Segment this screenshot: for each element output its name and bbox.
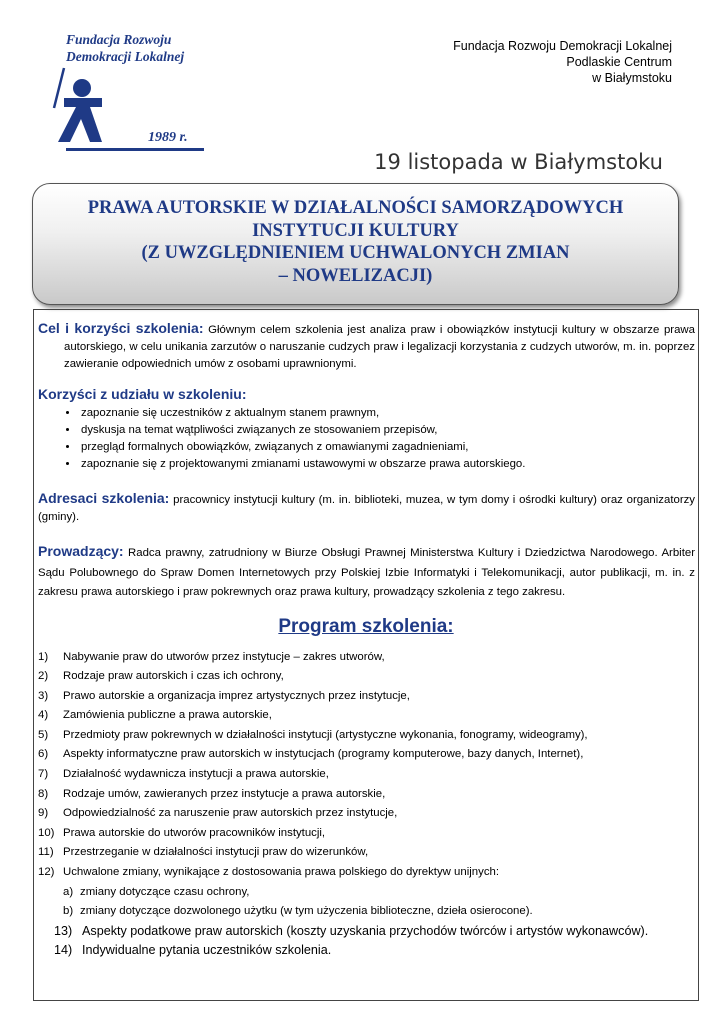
list-item — [34, 843, 698, 863]
item-number: a) — [63, 885, 74, 898]
program-title — [34, 615, 698, 637]
item-number: 3) — [38, 689, 49, 702]
list-item — [34, 726, 698, 746]
item-text: Aspekty informatyczne praw autorskich w instytucjach (programy komputerowe, bazy danych, Internet), — [63, 748, 584, 761]
list-item — [34, 804, 698, 824]
list-item: • przegląd formalnych obowiązków, związanych z omawianymi zagadnieniami, — [79, 439, 698, 456]
item-text: Uchwalone zmiany, wynikające z dostosowania prawa polskiego do dyrektyw unijnych: — [63, 866, 500, 879]
benefits-section — [34, 386, 698, 403]
organization-address — [453, 38, 672, 86]
item-number: 13) — [54, 923, 73, 938]
item-text: Prawa autorskie do utworów pracowników instytucji, — [63, 826, 326, 839]
logo-figure-icon — [50, 64, 110, 149]
benefits-list — [34, 405, 698, 473]
item-text: Nabywanie praw do utworów przez instytucje – zakres utworów, — [63, 650, 385, 663]
item-number: 11) — [38, 846, 54, 859]
org-line3: w Białymstoku — [592, 71, 672, 85]
item-number: b) — [63, 905, 74, 918]
list-item — [34, 824, 698, 844]
item-number: 6) — [38, 748, 49, 761]
page-title: PRAWA AUTORSKIE W DZIAŁALNOŚCI SAMORZĄDOWYCH INSTYTUCJI KULTURY (Z UWZGLĘDNIENIEM UCHWALONYCH ZMIAN – NOWELIZACJI) — [87, 198, 624, 286]
list-subitem — [34, 883, 698, 903]
event-date: 19 listopada w Białymstoku — [374, 150, 663, 174]
org-line1: Fundacja Rozwoju Demokracji Lokalnej — [453, 39, 672, 53]
item-text: Rodzaje praw autorskich i czas ich ochrony, — [63, 670, 284, 683]
item-number: 12) — [38, 866, 55, 879]
audience-section — [34, 490, 698, 526]
item-text: Indywidualne pytania uczestników szkolenia. — [82, 942, 332, 957]
goal-label: Cel i korzyści szkolenia: — [38, 320, 204, 336]
item-text: Odpowiedzialność za naruszenie praw autorskich przez instytucje, — [63, 807, 398, 820]
item-text: Zamówienia publiczne a prawa autorskie, — [63, 709, 272, 722]
list-item: • zapoznanie się uczestników z aktualnym stanem prawnym, — [79, 405, 698, 422]
program-title-text: Program szkolenia: — [278, 615, 454, 637]
content-box — [33, 309, 699, 1001]
logo-text — [66, 31, 184, 65]
list-item — [34, 687, 698, 707]
goal-section — [34, 320, 698, 373]
item-text: Prawo autorskie a organizacja imprez artystycznych przez instytucje, — [63, 689, 410, 702]
list-item — [34, 706, 698, 726]
logo-line2: Demokracji Lokalnej — [66, 49, 185, 64]
item-text: zmiany dotyczące czasu ochrony, — [80, 885, 250, 898]
item-number: 10) — [38, 826, 55, 839]
list-item — [34, 785, 698, 805]
title-banner — [32, 183, 679, 305]
item-number: 7) — [38, 768, 49, 781]
item-text: Przestrzeganie w działalności instytucji praw do wizerunków, — [63, 846, 369, 859]
goal-text: Głównym celem szkolenia jest analiza praw i obowiązków instytucji kultury w obszarze prawa autorskiego, w celu unikania zarzutów o naruszanie cudzych praw i legalizacji korzystania z cudzych utworów, m. in. poprzez zawieranie odpowiednich umów z osobami uprawnionymi. — [64, 324, 695, 370]
item-number: 1) — [38, 650, 49, 663]
audience-label: Adresaci szkolenia: — [38, 490, 170, 506]
item-number: 14) — [54, 942, 73, 957]
item-number: 5) — [38, 728, 49, 741]
item-text: zmiany dotyczące dozwolonego użytku (w tym użyczenia biblioteczne, dzieła osierocone). — [80, 905, 533, 918]
item-number: 9) — [38, 807, 49, 820]
item-text: Działalność wydawnicza instytucji a prawa autorskie, — [63, 768, 329, 781]
item-number: 4) — [38, 709, 49, 722]
list-item — [34, 745, 698, 765]
list-item — [34, 922, 698, 941]
audience-text: pracownicy instytucji kultury (m. in. biblioteki, muzea, w tym domy i ośrodki kultury) oraz organizatorzy (gminy). — [38, 494, 695, 523]
item-text: Przedmioty praw pokrewnych w działalności instytucji (artystyczne wykonania, fonogramy, wideogramy), — [63, 728, 588, 741]
logo-line1: Fundacja Rozwoju — [66, 32, 172, 47]
item-number: 2) — [38, 670, 49, 683]
list-subitem — [34, 902, 698, 922]
org-line2: Podlaskie Centrum — [566, 55, 672, 69]
logo-divider — [66, 148, 204, 151]
list-item — [34, 941, 698, 960]
benefits-label: Korzyści z udziału w szkoleniu: — [38, 386, 247, 402]
program-list — [34, 648, 698, 960]
item-number: 8) — [38, 787, 49, 800]
trainer-label: Prowadzący: — [38, 543, 124, 559]
list-item: • dyskusja na temat wątpliwości związanych ze stosowaniem przepisów, — [79, 422, 698, 439]
list-item — [34, 648, 698, 668]
list-item — [34, 765, 698, 785]
trainer-text: Radca prawny, zatrudniony w Biurze Obsługi Prawnej Ministerstwa Kultury i Dziedzictwa Narodowego. Arbiter Sądu Polubownego do Spraw Domen Internetowych przy Polskiej Izbie Informatyki i Telekomunikacji, autor publikacji, m. in. z zakresu prawa autorskiego i praw pokrewnych oraz prawa kultury, prowadzący szkolenia z tego zakresu. — [38, 547, 695, 598]
list-item: • zapoznanie się z projektowanymi zmianami ustawowymi w obszarze prawa autorskiego. — [79, 456, 698, 473]
item-text: Aspekty podatkowe praw autorskich (koszty uzyskania przychodów twórców i artystów wykonawców). — [82, 923, 649, 938]
list-item — [34, 863, 698, 883]
trainer-section — [34, 542, 698, 603]
list-item — [34, 667, 698, 687]
item-text: Rodzaje umów, zawieranych przez instytucje a prawa autorskie, — [63, 787, 386, 800]
logo-year: 1989 r. — [148, 130, 188, 145]
